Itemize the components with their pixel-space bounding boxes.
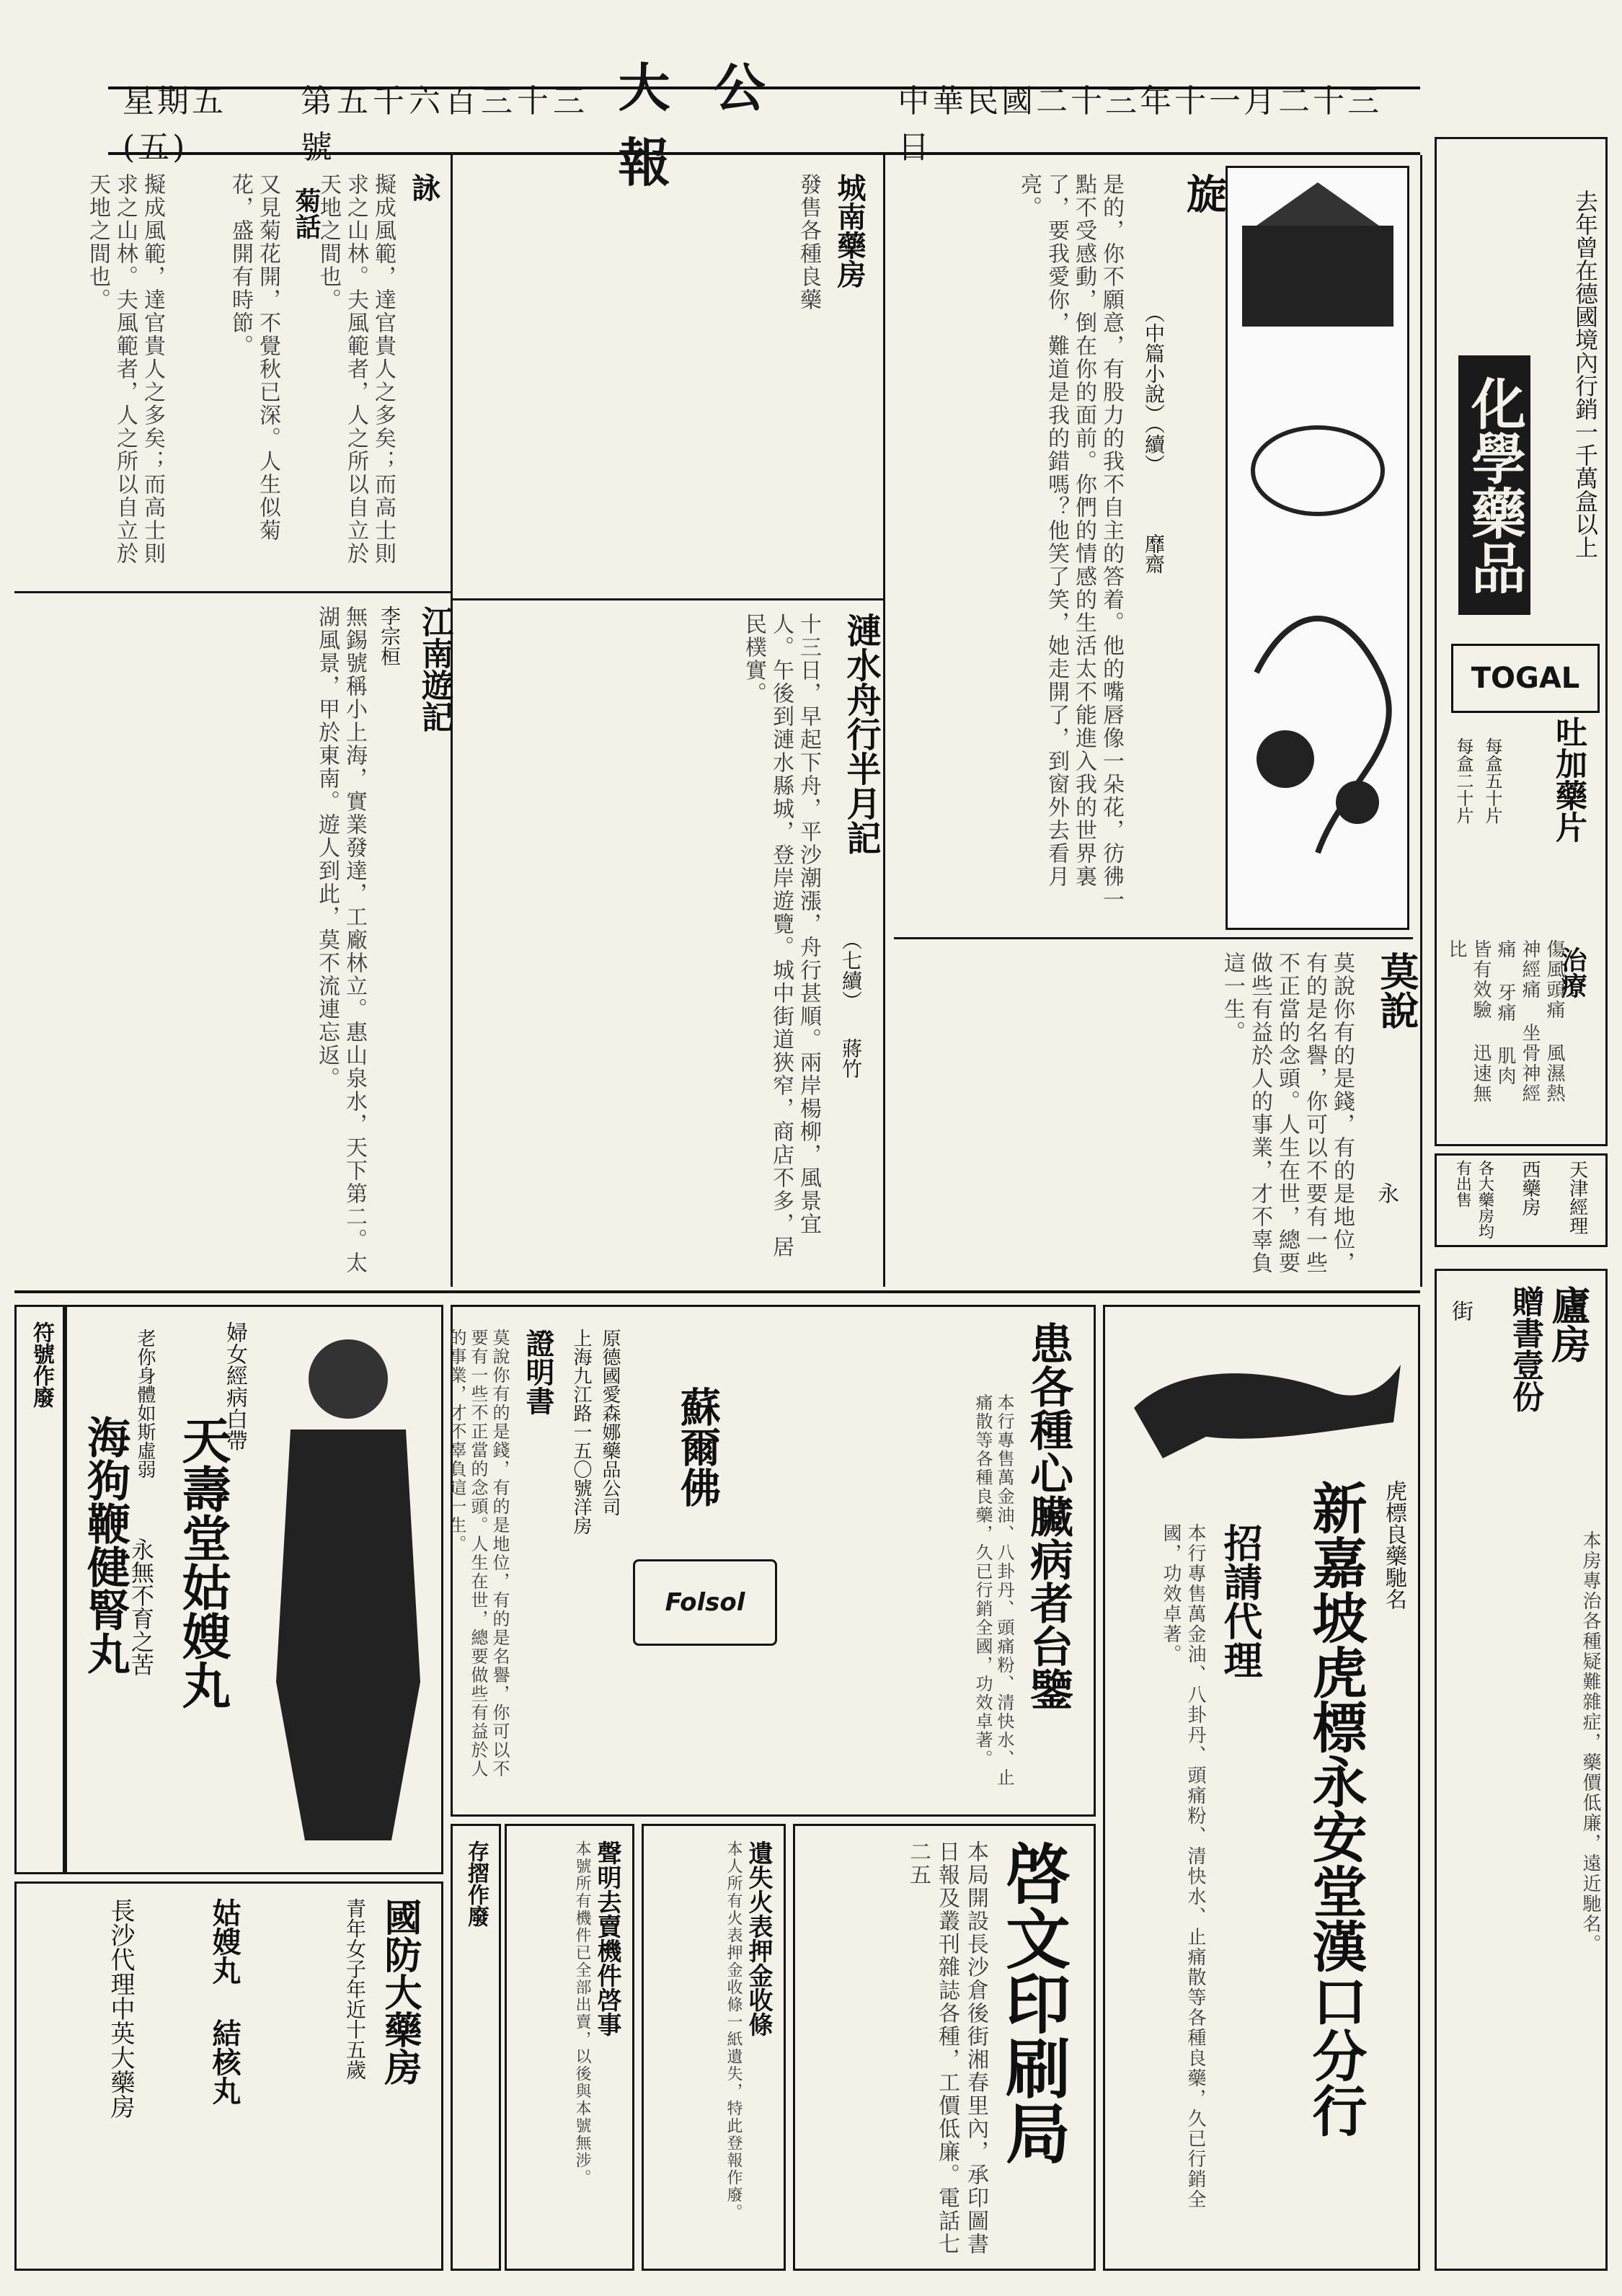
togal-logo-text: TOGAL [1471,662,1580,695]
togal-ad [1435,137,1608,1146]
travel-title: 漣水舟行半月記 [841,613,881,855]
lost-notice-1 [642,1824,786,2271]
togal-desc-title: 治療 [1557,947,1587,998]
togal-title: 化學藥品 [1458,355,1530,615]
masthead: 大公報 [618,56,809,193]
pharma2-agent: 長沙代理中英大藥房 [106,1898,135,2119]
local-news-title: 江南遊記 [416,606,453,732]
lost1-title: 遺失火表押金收條 [744,1840,773,2036]
medicine-ad [65,1305,443,1874]
figure-body [276,1430,420,1840]
travel-body: 十三日，早起下舟，平沙潮漲，舟行甚順。兩岸楊柳，風景宜人。午後到漣水縣城，登岸遊覽。城中街道狹窄，商店不多，居民樸實。 [741,613,821,1259]
issue-number: 第五千六百三十三號 [301,82,589,166]
seller-2: 西藥房 [1518,1160,1541,1216]
heart-cert: 證明書 [521,1329,555,1415]
essay-body-extra: 擬成風範，達官貴人之多矣；而高士則求之山林。夫風範者，人之所以自立於天地之間也。 [85,173,165,565]
lost1-body: 本人所有火表押金收條一紙遺失，特此登報作廢。 [724,1840,743,2221]
column-body: 莫說你有的是錢，有的是地位，有的是名譽，你可以不要有一些不正當的念頭。人生在世，總要做些有益於人的事業，才不辜負這一生。 [1220,952,1355,1275]
printing-title: 啓文印刷局 [994,1840,1071,2165]
heart-agent: 上海九江路一五〇號洋房 [570,1329,592,1535]
divider [894,937,1413,939]
tiger-ad [1103,1305,1420,2271]
togal-subtitle: 吐加藥片 [1550,716,1587,843]
travel-tag: （七續） [839,930,863,1011]
pharma2-side: 青年女子年近十五歲 [343,1898,367,2080]
togal-sellers [1435,1153,1608,1247]
lost2-body: 本號所有機件已全部出賣，以後與本號無涉。 [573,1840,591,2186]
pharmacy-ad-name: 城南藥房 [833,173,867,288]
tiger-brand: 虎標良藥馳名 [1381,1480,1406,1610]
illustration-roof [1257,182,1379,226]
illustration-pond [1253,427,1383,514]
pharma2-title: 國防大藥房 [378,1898,422,2086]
medicine-side: 老你身體如斯虛弱 [134,1329,156,1479]
illustration-art [1228,168,1407,928]
heart-drug: 蘇爾佛 [674,1386,722,1507]
togal-dose-right: 每盒五十片 [1482,737,1502,824]
essay-title: 詠 [407,173,441,202]
poem-body: 又見菊花開，不覺秋已深。人生似菊花，盛開有時節。 [228,173,280,542]
pharma2-ad [14,1881,443,2271]
medicine-sub: 婦女經病白帶 [222,1321,247,1451]
heart-maker: 原德國愛森娜藥品公司 [599,1329,621,1516]
medicine-illustration [262,1321,435,1855]
seller-1: 天津經理 [1566,1160,1588,1235]
lost2-title: 聲明去賣機件啓事 [593,1840,621,2036]
tiger-text: 本行專售萬金油、八卦丹、頭痛粉、清快水、止痛散等各種良藥，久已行銷全國，功效卓著。 [1160,1523,1206,2209]
novel-body: 是的，你不願意，有股力的我不自主的答着。他的嘴唇像一朵花，彷彿一點不受感動，倒在你的面前。你們的情感的生活太不能進入我的世界裏了，要我愛你，難道是我的錯嗎？他笑了笑，她走開了，到窗外去看月亮。 [1016,173,1124,911]
right-ad [1435,1269,1608,2271]
novel-title: 旋 [1180,173,1228,213]
divider [451,598,883,600]
announce-ad [14,1305,65,1874]
local-news-author: 李宗桓 [378,606,402,666]
save-title: 存摺作廢 [464,1840,489,1927]
essay-body: 擬成風範，達官貴人之多矣；而高士則求之山林。夫風範者，人之所以自立於天地之間也。 [316,173,396,565]
column-heading: 莫說 [1374,952,1420,1029]
novel-author: 靡齋 [1142,533,1166,574]
medicine-note: 永無不育之苦 [128,1538,155,1676]
heart-product-box [633,1559,777,1646]
divider [14,591,451,593]
pharmacy-ad-items: 發售各種良藥 [796,173,821,311]
save-notice [451,1824,501,2271]
right-ad-body: 本房專治各種疑難雜症，藥價低廉，遠近馳名。 [1579,1530,1601,1954]
tiger-main: 新嘉坡虎標永安堂漢口分行 [1303,1480,1368,2137]
heart-brand: Folsol [665,1588,745,1617]
right-ad-heading: 贈書壹份 [1507,1285,1543,1412]
section-divider [14,1290,1420,1293]
medicine-tagline: 海狗鞭健腎丸 [80,1415,130,1675]
right-ad-street: 街 [1448,1300,1473,1321]
heart-ad [446,1305,1096,1817]
tiger-illustration [1120,1321,1408,1466]
figure-head [309,1339,388,1419]
togal-notice: 去年曾在德國境內行銷一千萬盒以上 [1572,190,1599,559]
poem-title: 菊話 [291,187,322,239]
announce-title: 符號作廢 [29,1321,54,1408]
togal-desc: 傷風頭痛 風濕熱 神經痛 坐骨神經痛 牙痛 肌肉 皆有效驗 迅速無比 [1445,939,1565,1104]
header-bar [108,56,1420,193]
illustration-flower-2 [1336,781,1379,824]
tiger-agent: 招請代理 [1218,1523,1264,1679]
travel-author: 蔣竹 [839,1038,863,1078]
column-author: 永 [1373,1182,1399,1204]
illustration-flower-1 [1257,730,1314,788]
heart-title: 患各種心臟病者台鑒 [1023,1321,1073,1711]
printing-addr: 本局開設長沙倉後街湘春里內，承印圖書日報及叢刊雜誌各種，工價低廉。電話七二五 [905,1840,988,2256]
heart-body: 本行專售萬金油、八卦丹、頭痛粉、清快水、止痛散等各種良藥，久已行銷全國，功效卓著。 [972,1393,1014,1787]
heart-cert-body: 莫說你有的是錢，有的是地位，有的是名譽，你可以不要有一些不正當的念頭。人生在世，總要做些有益於人的事業，才不辜負這一生。 [446,1329,510,1778]
issue-page: 星期五 (五) [123,82,226,166]
right-ad-title: 廬房 [1546,1285,1592,1363]
local-news-body: 無錫號稱小上海，實業發達，工廠林立。惠山泉水，天下第二。太湖風景，甲於東南。遊人到此，莫不流連忘返。 [314,606,367,1275]
togal-dose-left: 每盒二十片 [1453,737,1473,824]
novel-subtitle: （中篇小說）（續） [1142,303,1166,474]
lost-notice-2 [505,1824,634,2271]
tiger-body [1134,1365,1401,1458]
illustration-building [1242,226,1393,327]
publication-date: 中華民國二十三年十一月二十三日 [898,82,1383,166]
medicine-title: 天壽堂姑嫂丸 [174,1415,231,1709]
seller-3: 各大藥房均有出售 [1453,1160,1494,1239]
divider [1420,155,1422,1287]
printing-ad [793,1824,1096,2271]
pharma2-item: 姑嫂丸 結核丸 [208,1898,241,2105]
illustration [1226,166,1409,930]
togal-logo [1451,644,1600,713]
